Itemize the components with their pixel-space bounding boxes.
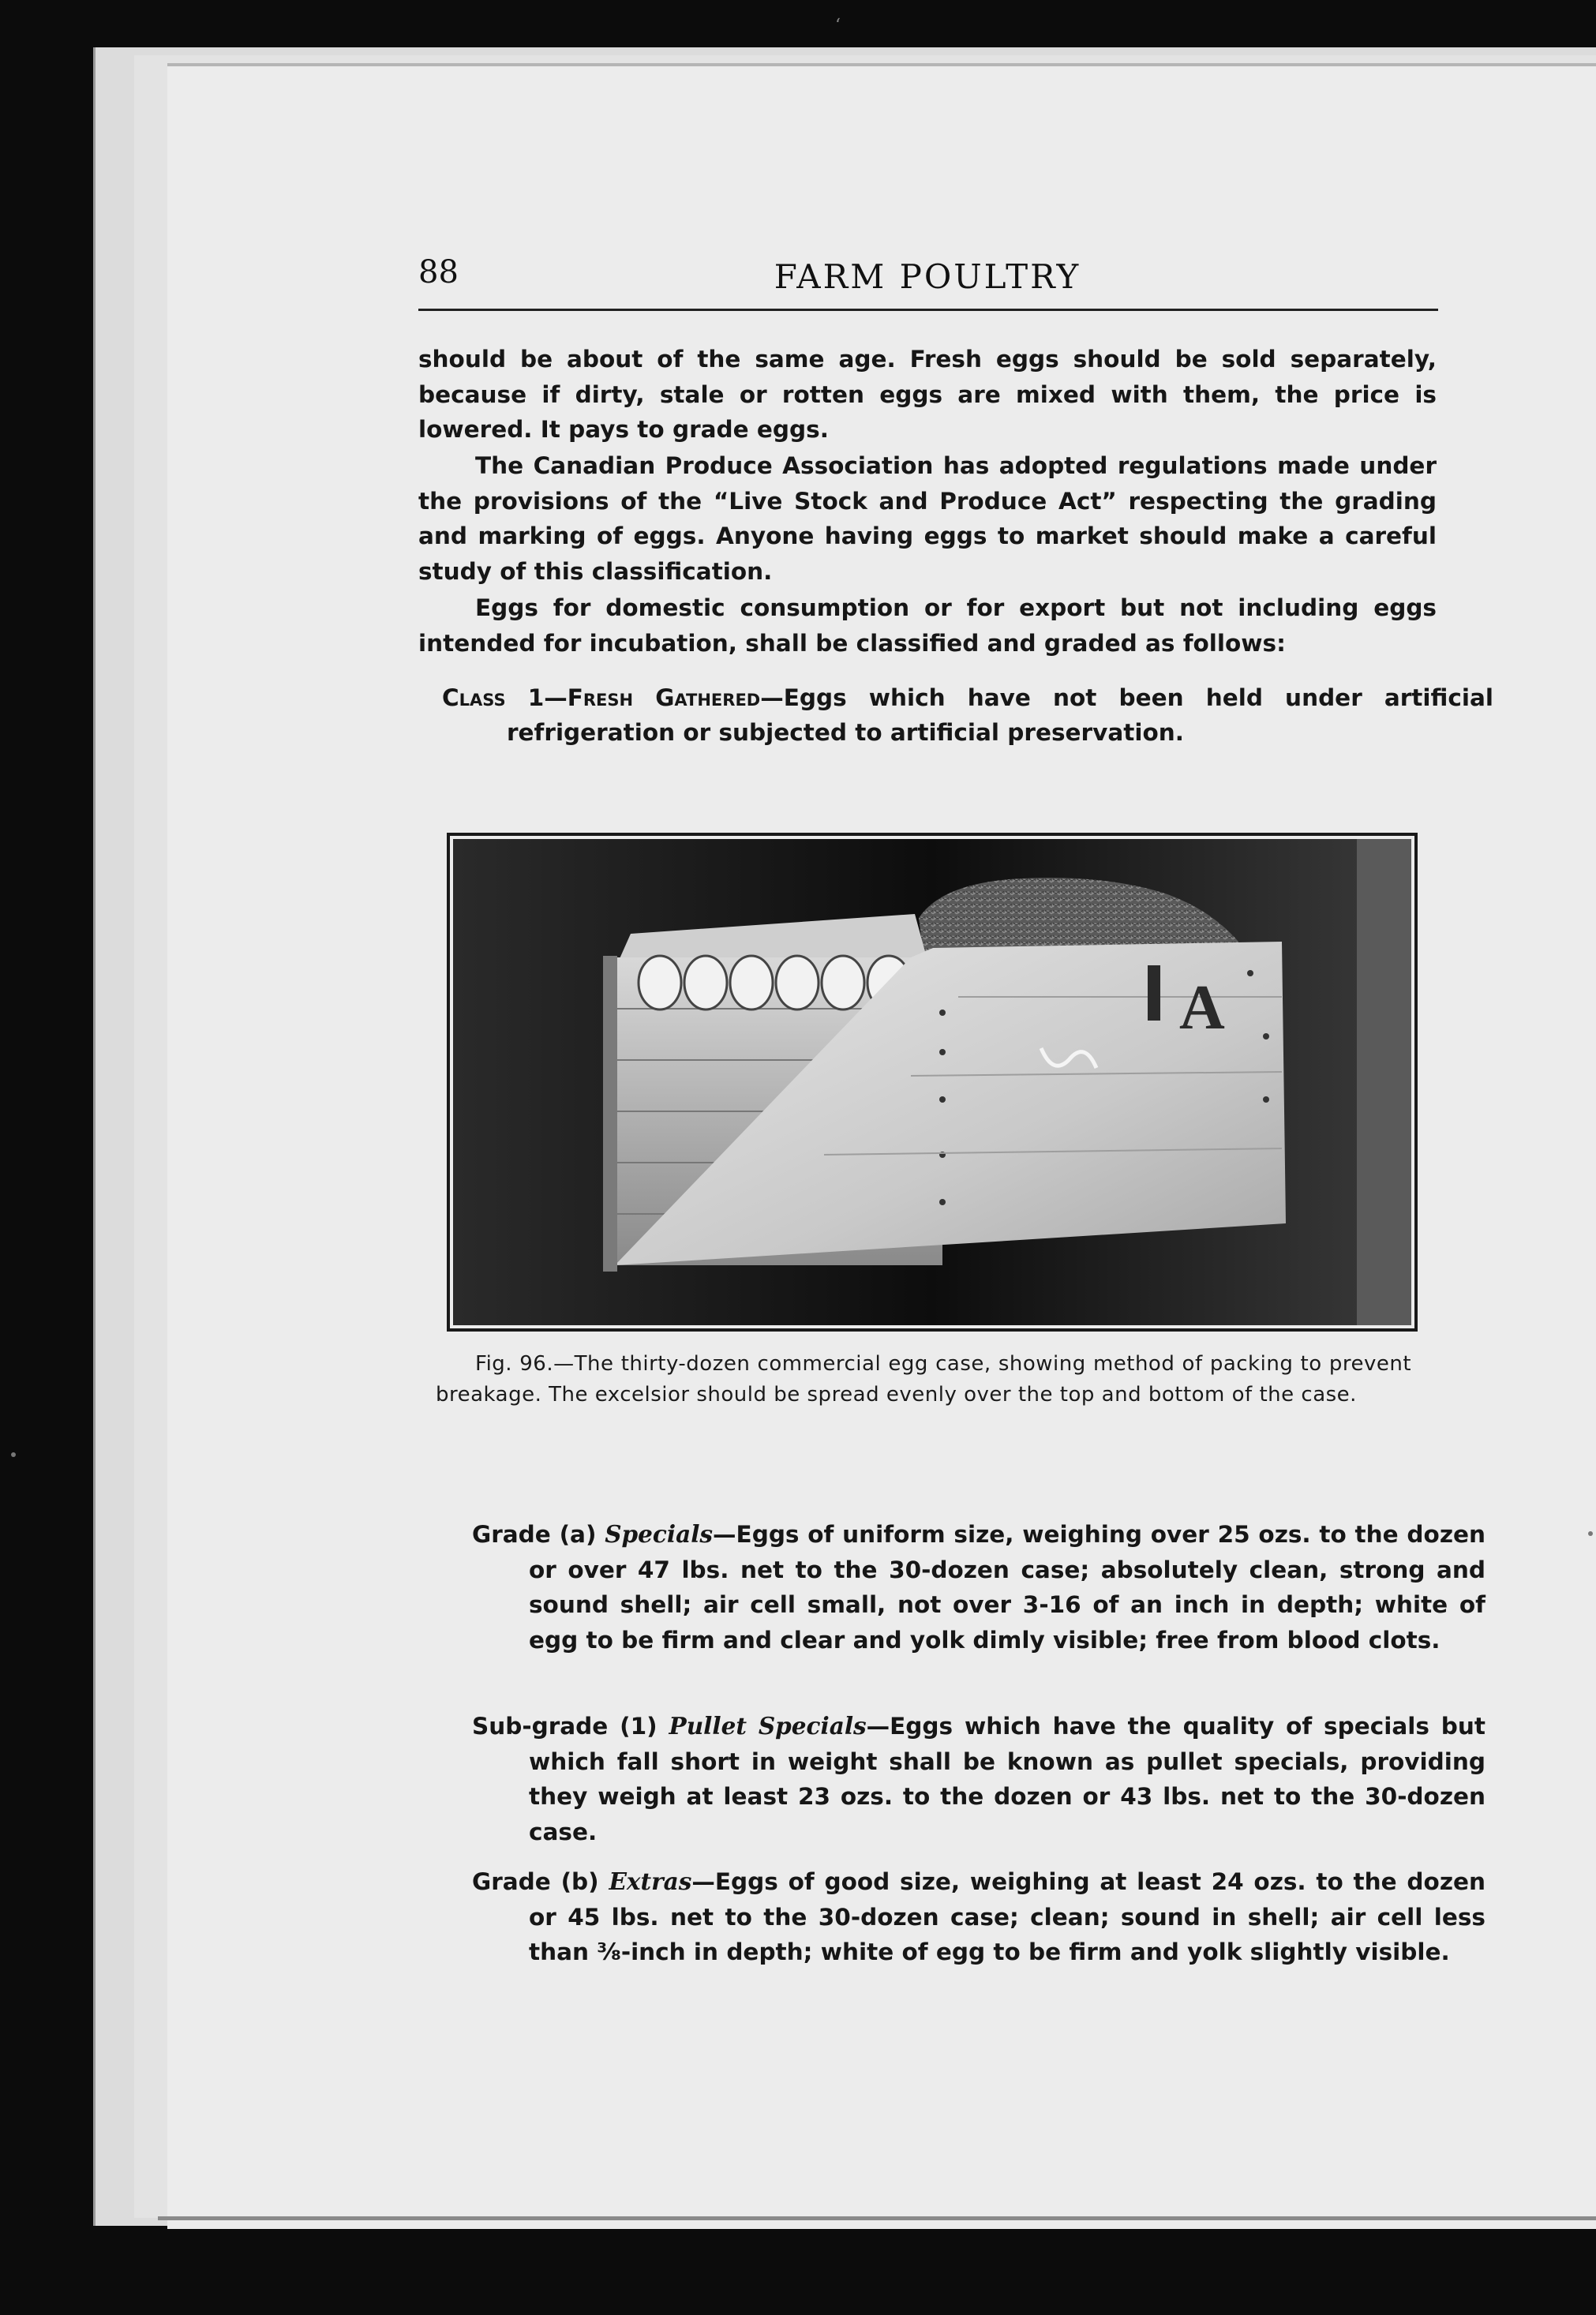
grade-a-prefix: Grade (a) xyxy=(472,1521,605,1548)
subgrade-1-text: —Eggs which have the quality of specials but which fall short in weight shall be known as pullet specials, providing they weigh at least 23 ozs. to the dozen or 43 lbs. net to the 30-dozen case. xyxy=(529,1713,1485,1846)
grade-a-specials xyxy=(472,1517,1485,1658)
paragraph-regulations: The Canadian Produce Association has adopted regulations made under the provisions of the “Live Stock and Produce Act” respecting the grading and marking of eggs. Anyone having eggs to market should make a careful study of this classification. xyxy=(418,452,1437,585)
page-bottom-edge xyxy=(158,2216,1596,2220)
running-head: FARM POULTRY xyxy=(774,257,1081,296)
grade-b-name: Extras xyxy=(609,1867,692,1895)
figure-caption xyxy=(436,1349,1411,1410)
page-number: 88 xyxy=(418,254,459,290)
subgrade-1-prefix: Sub-grade (1) xyxy=(472,1713,669,1740)
paragraph-classification-intro: Eggs for domestic consumption or for export but not including eggs intended for incubation, shall be classified and graded as follows: xyxy=(418,594,1437,657)
class-1-label: Class 1—Fresh Gathered— xyxy=(442,684,784,711)
scan-artifact-dot xyxy=(1588,1531,1593,1536)
paragraph-continued: should be about of the same age. Fresh eggs should be sold separately, because if dirty, stale or rotten eggs are mixed with them, the price is lowered. It pays to grade eggs. xyxy=(418,346,1437,444)
class-1-text: Eggs which have not been held under artificial refrigeration or subjected to artificial preservation. xyxy=(507,684,1493,746)
grade-b-text: —Eggs of good size, weighing at least 24 ozs. to the dozen or 45 lbs. net to the 30-dozen case; clean; sound in shell; air cell less than ⅜-inch in depth; white of egg to be firm and yolk slightly visible. xyxy=(529,1868,1485,1966)
photo-right-wall xyxy=(1357,839,1411,1325)
subgrade-1-pullet-specials xyxy=(472,1709,1485,1850)
class-1-entry xyxy=(442,680,1493,750)
scan-artifact-mark: ‘ xyxy=(835,16,841,36)
grade-b-prefix: Grade (b) xyxy=(472,1868,609,1895)
crate-marking-a: A xyxy=(1179,973,1225,1043)
grade-a-text: —Eggs of uniform size, weighing over 25 ozs. to the dozen or over 47 lbs. net to the 30-dozen case; absolutely clean, strong and sound shell; air cell small, not over 3-16 of an inch in depth; white of egg to be firm and clear and yolk dimly visible; free from blood clots. xyxy=(529,1521,1485,1654)
subgrade-1-name: Pullet Specials xyxy=(669,1712,867,1740)
egg-case-photograph xyxy=(453,839,1411,1325)
figure-caption-text: —The thirty-dozen commercial egg case, showing method of packing to prevent breakage. The excelsior should be spread evenly over the top and bottom of the case. xyxy=(436,1352,1412,1407)
grade-a-name: Specials xyxy=(605,1520,714,1548)
scan-artifact-dot xyxy=(11,1452,16,1457)
crate-marking-stroke xyxy=(1148,965,1160,1021)
grade-b-extras xyxy=(472,1864,1485,1970)
crate-corner-post xyxy=(603,956,617,1272)
figure-label: Fig. 96. xyxy=(475,1352,554,1376)
header-rule xyxy=(418,309,1438,311)
